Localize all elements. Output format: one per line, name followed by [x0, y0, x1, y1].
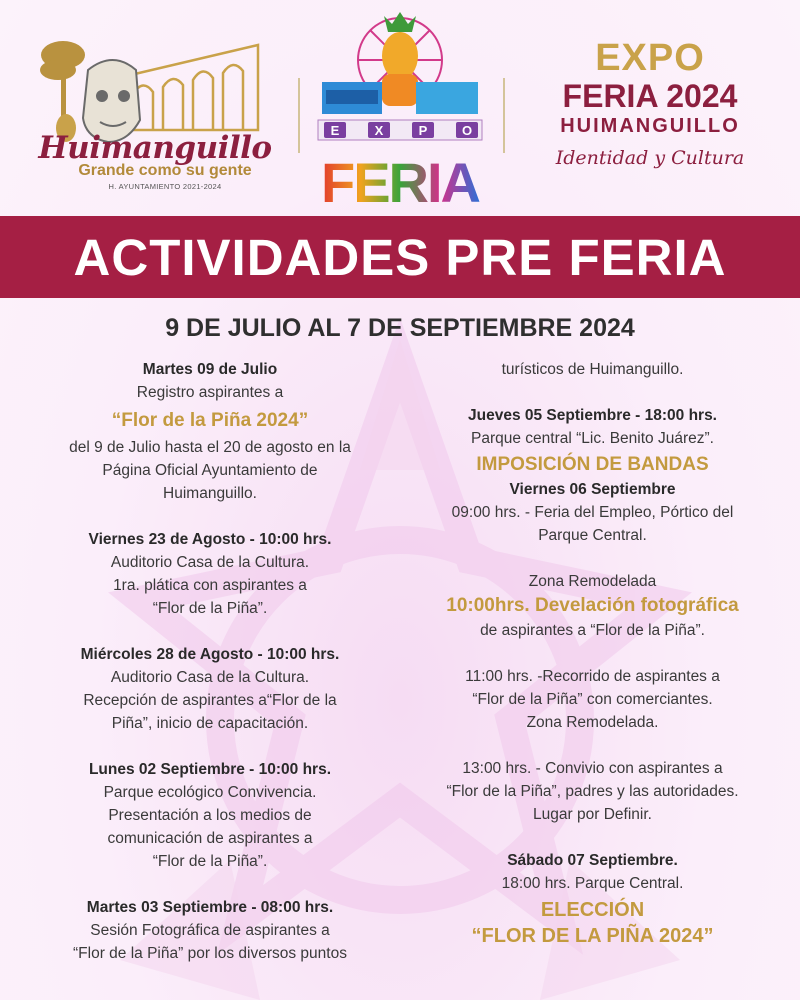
event-title: Viernes 06 Septiembre — [509, 481, 676, 498]
event-line: Sesión Fotográfica de aspirantes a — [90, 922, 330, 939]
event-highlight: IMPOSICIÓN DE BANDAS — [476, 454, 709, 475]
event-title: Miércoles 28 de Agosto - 10:00 hrs. — [80, 646, 340, 663]
event-line: “Flor de la Piña”. — [152, 600, 268, 617]
expo-tagline: Identidad y Cultura — [555, 147, 745, 169]
expo-line-2: FERIA 2024 — [562, 78, 738, 114]
event-line: Recepción de aspirantes a“Flor de la — [83, 692, 337, 709]
left-column — [20, 358, 400, 988]
right-column — [410, 358, 775, 972]
event-continuation — [410, 358, 775, 381]
municipality-period: H. AYUNTAMIENTO 2021-2024 — [108, 182, 222, 191]
header-divider-left — [298, 78, 300, 153]
event-line: Huimanguillo. — [163, 485, 257, 502]
event-line: Auditorio Casa de la Cultura. — [110, 554, 310, 571]
event-line: Presentación a los medios de — [108, 807, 312, 824]
event-highlight: “Flor de la Piña 2024” — [111, 410, 309, 431]
event-line: Piña”, inicio de capacitación. — [111, 715, 309, 732]
event-line: Lugar por Definir. — [533, 806, 652, 823]
event-title: Martes 09 de Julio — [142, 361, 278, 378]
event-line: 09:00 hrs. - Feria del Empleo, Pórtico del — [451, 504, 734, 521]
event-line: Página Oficial Ayuntamiento de — [102, 462, 318, 479]
event-line: Registro aspirantes a — [136, 384, 284, 401]
event-item — [20, 758, 400, 873]
header-divider-right — [503, 78, 505, 153]
event-line: 11:00 hrs. -Recorrido de aspirantes a — [465, 668, 720, 685]
event-line: “Flor de la Piña”. — [152, 853, 268, 870]
expo-title-block — [515, 38, 785, 174]
event-item — [410, 478, 775, 547]
event-item — [20, 358, 400, 505]
event-title: Martes 03 Septiembre - 08:00 hrs. — [86, 899, 334, 916]
event-line: turísticos de Huimanguillo. — [501, 361, 684, 378]
expo-feria-logo — [316, 12, 484, 212]
event-title: Lunes 02 Septiembre - 10:00 hrs. — [88, 761, 332, 778]
event-line: 13:00 hrs. - Convivio con aspirantes a — [462, 760, 723, 777]
expo-letter-o: O — [461, 123, 473, 138]
expo-letter-x: X — [374, 123, 384, 138]
municipality-name: Huimanguillo — [38, 130, 272, 166]
event-title: Sábado 07 Septiembre. — [507, 852, 678, 869]
event-item — [410, 570, 775, 642]
event-highlight: 10:00hrs. Develación fotográfica — [446, 595, 739, 616]
event-line: Parque central “Lic. Benito Juárez”. — [471, 430, 714, 447]
event-title: Viernes 23 de Agosto - 10:00 hrs. — [88, 531, 332, 548]
event-item — [20, 528, 400, 620]
event-line: Parque ecológico Convivencia. — [103, 784, 317, 801]
expo-line-3: HUIMANGUILLO — [560, 115, 740, 137]
event-line: Zona Remodelada. — [526, 714, 659, 731]
event-line: “Flor de la Piña” por los diversos puntos — [73, 945, 347, 962]
event-item — [20, 643, 400, 735]
event-line: 1ra. plática con aspirantes a — [113, 577, 307, 594]
event-item — [20, 896, 400, 965]
event-item — [410, 757, 775, 826]
event-item — [410, 404, 775, 478]
expo-line-1: EXPO — [595, 37, 705, 79]
expo-letter-e: E — [330, 123, 340, 138]
feria-wordmark: FERIA — [321, 151, 479, 212]
event-highlight: “FLOR DE LA PIÑA 2024” — [471, 925, 714, 947]
event-highlight: ELECCIÓN — [540, 899, 645, 921]
date-range: 9 DE JULIO AL 7 DE SEPTIEMBRE 2024 — [165, 314, 635, 342]
event-line: “Flor de la Piña” con comerciantes. — [472, 691, 713, 708]
event-item — [410, 849, 775, 949]
title-banner — [0, 216, 800, 298]
header — [0, 0, 800, 215]
event-line: del 9 de Julio hasta el 20 de agosto en la — [69, 439, 351, 456]
event-line: 18:00 hrs. Parque Central. — [501, 875, 684, 892]
event-item — [410, 665, 775, 734]
municipality-slogan: Grande como su gente — [78, 162, 252, 179]
expo-letter-p: P — [418, 123, 428, 138]
event-title: Jueves 05 Septiembre - 18:00 hrs. — [468, 407, 717, 424]
event-line: comunicación de aspirantes a — [107, 830, 313, 847]
banner-title: ACTIVIDADES PRE FERIA — [73, 228, 727, 286]
event-line: Parque Central. — [538, 527, 647, 544]
event-line: “Flor de la Piña”, padres y las autoridades. — [446, 783, 739, 800]
event-line: Zona Remodelada — [528, 573, 657, 590]
event-line: Auditorio Casa de la Cultura. — [110, 669, 310, 686]
event-line: de aspirantes a “Flor de la Piña”. — [480, 622, 705, 639]
